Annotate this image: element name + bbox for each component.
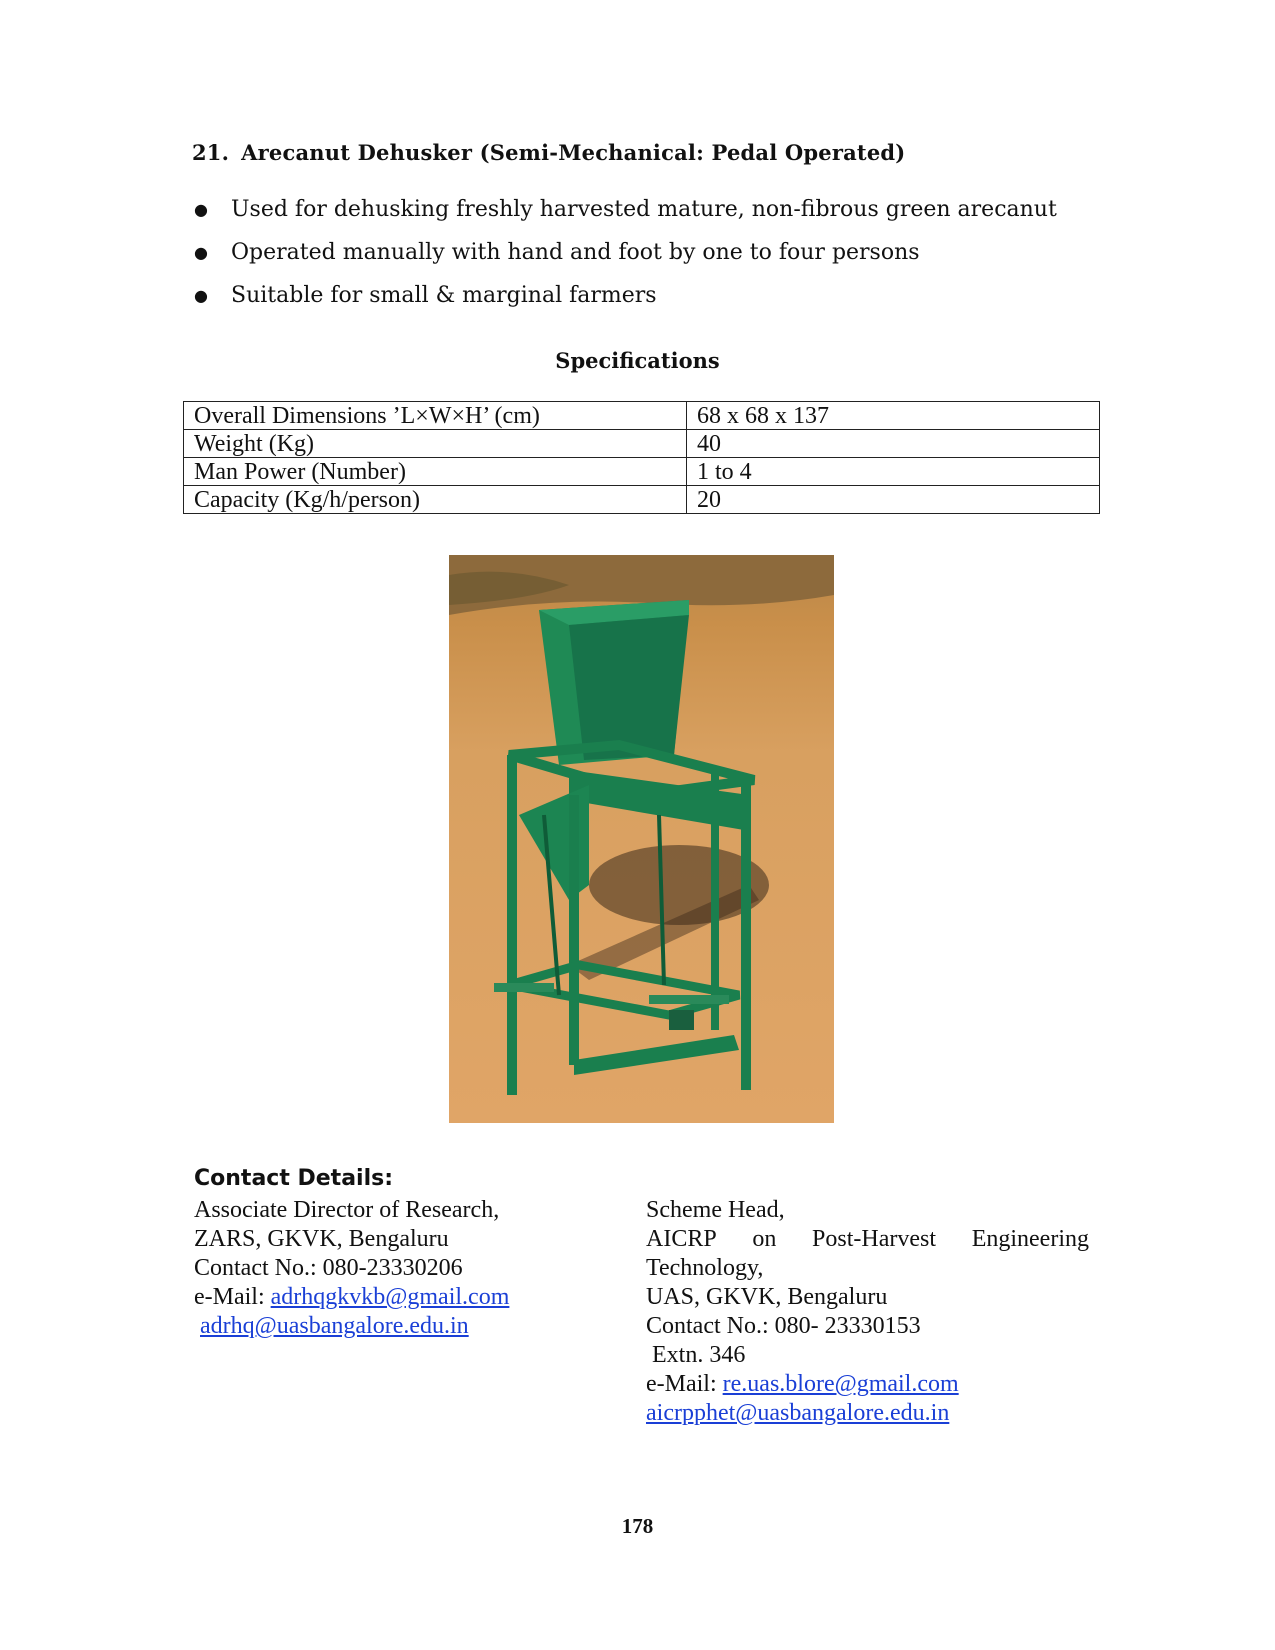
bullet-icon: ● xyxy=(194,286,208,305)
table-row: Man Power (Number) 1 to 4 xyxy=(184,458,1100,486)
list-item: ● Used for dehusking freshly harvested mature, non-fibrous green arecanut xyxy=(194,197,1057,222)
section-number: 21. xyxy=(192,140,230,165)
section-title-text: Arecanut Dehusker (Semi-Mechanical: Pedal Operated) xyxy=(241,140,906,165)
email-link[interactable]: re.uas.blore@gmail.com xyxy=(722,1371,959,1397)
table-row: Capacity (Kg/h/person) 20 xyxy=(184,486,1100,514)
email-link[interactable]: adrhq@uasbangalore.edu.in xyxy=(200,1313,469,1339)
section-title xyxy=(192,140,905,165)
contact-left: Associate Director of Research, ZARS, GKVK, Bengaluru Contact No.: 080-23330206 e-Mail: adrhqgkvkb@gmail.com adrhq@uasbangalore.edu.in xyxy=(194,1197,510,1339)
bullet-icon: ● xyxy=(194,200,208,219)
list-item: ● Operated manually with hand and foot by one to four persons xyxy=(194,240,920,265)
contact-right: Scheme Head, AICRP on Post-Harvest Engineering Technology, UAS, GKVK, Bengaluru Contact No.: 080- 23330153 Extn. 346 e-Mail: re.uas.blore@gmail.com aicrpphet@uasbangalore.edu.in xyxy=(646,1197,1089,1426)
page-number: 178 xyxy=(621,1514,654,1538)
dehusker-photo xyxy=(449,555,834,1123)
bullet-icon: ● xyxy=(194,243,208,262)
table-row: Weight (Kg) 40 xyxy=(184,430,1100,458)
contact-heading: Contact Details: xyxy=(194,1166,394,1191)
email-link[interactable]: aicrpphet@uasbangalore.edu.in xyxy=(646,1400,950,1426)
list-item: ● Suitable for small & marginal farmers xyxy=(194,283,657,308)
feature-list xyxy=(192,188,1057,317)
specifications-heading: Specifications xyxy=(555,348,720,373)
specifications-table xyxy=(183,401,1100,514)
email-link[interactable]: adrhqgkvkb@gmail.com xyxy=(270,1284,510,1310)
table-row: Overall Dimensions ’L×W×H’ (cm) 68 x 68 x 137 xyxy=(184,402,1100,430)
